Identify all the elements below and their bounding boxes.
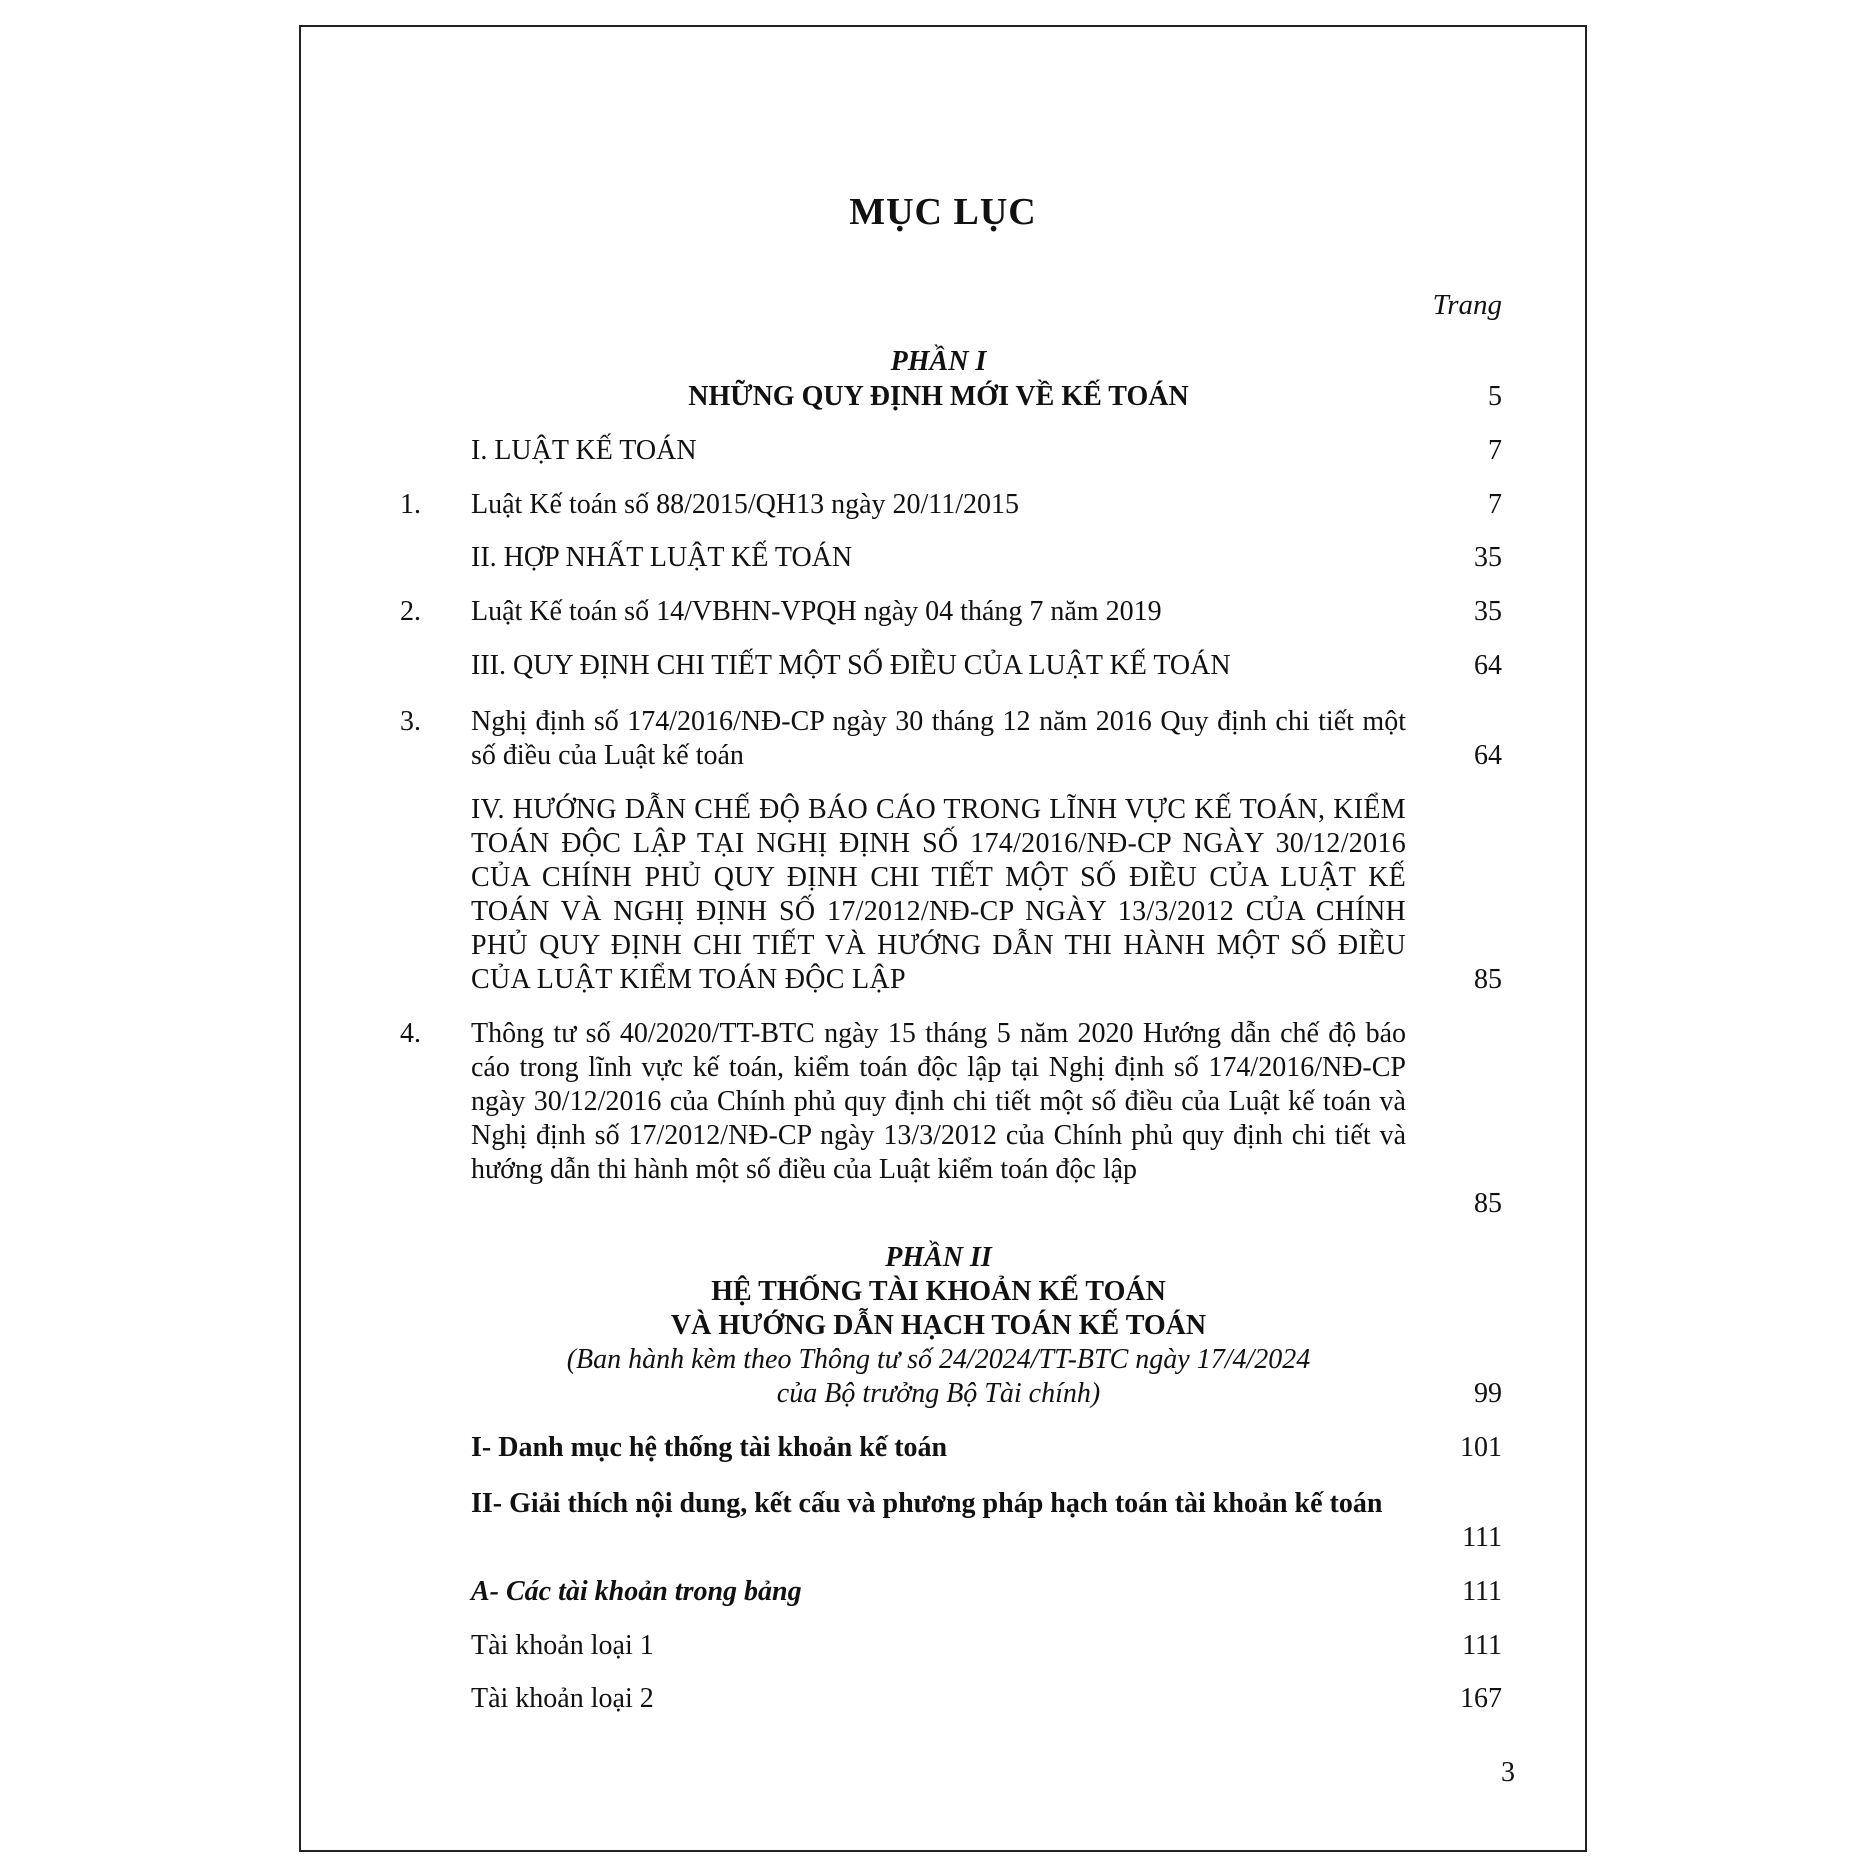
toc-entry-page: 101 <box>1460 1432 1502 1463</box>
toc-entry-page: 167 <box>1460 1683 1502 1714</box>
toc-entry-number: 3. <box>400 706 421 737</box>
toc-entry-page: 64 <box>1474 650 1502 681</box>
part2-label: PHẦN II <box>885 1242 992 1273</box>
part2-page-number: 99 <box>1474 1378 1502 1409</box>
toc-entry-number: 2. <box>400 596 421 627</box>
toc-entry-text: I. LUẬT KẾ TOÁN <box>471 435 697 466</box>
page-title: MỤC LỤC <box>849 191 1037 233</box>
toc-entry-text: Luật Kế toán số 14/VBHN-VPQH ngày 04 tháng 7 năm 2019 <box>471 596 1162 627</box>
part1-heading: NHỮNG QUY ĐỊNH MỚI VỀ KẾ TOÁN <box>688 381 1189 412</box>
toc-entry-page: 7 <box>1488 489 1502 520</box>
toc-entry-page: 111 <box>1462 1522 1502 1553</box>
part2-heading-line1: HỆ THỐNG TÀI KHOẢN KẾ TOÁN <box>711 1276 1166 1307</box>
toc-entry-page: 35 <box>1474 542 1502 573</box>
toc-entry-page: 35 <box>1474 596 1502 627</box>
part2-note-line2: của Bộ trưởng Bộ Tài chính) <box>776 1378 1101 1409</box>
footer-page-number: 3 <box>1501 1757 1515 1788</box>
toc-entry-page: 85 <box>1474 964 1502 995</box>
toc-entry-page: 7 <box>1488 435 1502 466</box>
toc-entry-text: II- Giải thích nội dung, kết cấu và phương pháp hạch toán tài khoản kế toán <box>471 1488 1383 1519</box>
toc-entry-text: III. QUY ĐỊNH CHI TIẾT MỘT SỐ ĐIỀU CỦA LUẬT KẾ TOÁN <box>471 650 1231 681</box>
part2-note-line1: (Ban hành kèm theo Thông tư số 24/2024/TT-BTC ngày 17/4/2024 <box>566 1344 1311 1375</box>
toc-entry-text: II. HỢP NHẤT LUẬT KẾ TOÁN <box>471 542 853 573</box>
toc-entry-text: Luật Kế toán số 88/2015/QH13 ngày 20/11/2015 <box>471 489 1020 520</box>
toc-entry-text: Nghị định số 174/2016/NĐ-CP ngày 30 tháng 12 năm 2016 Quy định chi tiết một số điều của Luật kế toán <box>471 706 1406 771</box>
toc-entry-page: 111 <box>1462 1576 1502 1607</box>
toc-entry-page: 85 <box>1474 1188 1502 1219</box>
toc-entry-text: Tài khoản loại 1 <box>471 1630 654 1661</box>
toc-entry-text: IV. HƯỚNG DẪN CHẾ ĐỘ BÁO CÁO TRONG LĨNH VỰC KẾ TOÁN, KIỂM TOÁN ĐỘC LẬP TẠI NGHỊ ĐỊNH SỐ 174/2016/NĐ-CP NGÀY 30/12/2016 CỦA CHÍNH PHỦ QUY ĐỊNH CHI TIẾT MỘT SỐ ĐIỀU CỦA LUẬT KẾ TOÁN VÀ NGHỊ ĐỊNH SỐ 17/2012/NĐ-CP NGÀY 13/3/2012 CỦA CHÍNH PHỦ QUY ĐỊNH CHI TIẾT VÀ HƯỚNG DẪN THI HÀNH MỘT SỐ ĐIỀU CỦA LUẬT KIỂM TOÁN ĐỘC LẬP <box>471 794 1406 995</box>
toc-entry-text: A- Các tài khoản trong bảng <box>471 1576 802 1607</box>
toc-entry-page: 64 <box>1474 740 1502 771</box>
toc-entry-text: I- Danh mục hệ thống tài khoản kế toán <box>471 1432 948 1463</box>
toc-entry-page: 111 <box>1462 1630 1502 1661</box>
part2-heading-line2: VÀ HƯỚNG DẪN HẠCH TOÁN KẾ TOÁN <box>670 1310 1207 1341</box>
document-page <box>299 25 1587 1852</box>
toc-entry-number: 1. <box>400 489 421 520</box>
toc-entry-number: 4. <box>400 1018 421 1049</box>
part1-page-number: 5 <box>1488 381 1502 412</box>
part1-label: PHẦN I <box>890 346 987 377</box>
toc-entry-text: Thông tư số 40/2020/TT-BTC ngày 15 tháng 5 năm 2020 Hướng dẫn chế độ báo cáo trong lĩnh vực kế toán, kiểm toán độc lập tại Nghị định số 174/2016/NĐ-CP ngày 30/12/2016 của Chính phủ quy định chi tiết một số điều của Luật kế toán và Nghị định số 17/2012/NĐ-CP ngày 13/3/2012 của Chính phủ quy định chi tiết và hướng dẫn thi hành một số điều của Luật kiểm toán độc lập <box>471 1018 1406 1185</box>
page-column-header: Trang <box>1432 289 1502 321</box>
toc-entry-text: Tài khoản loại 2 <box>471 1683 654 1714</box>
